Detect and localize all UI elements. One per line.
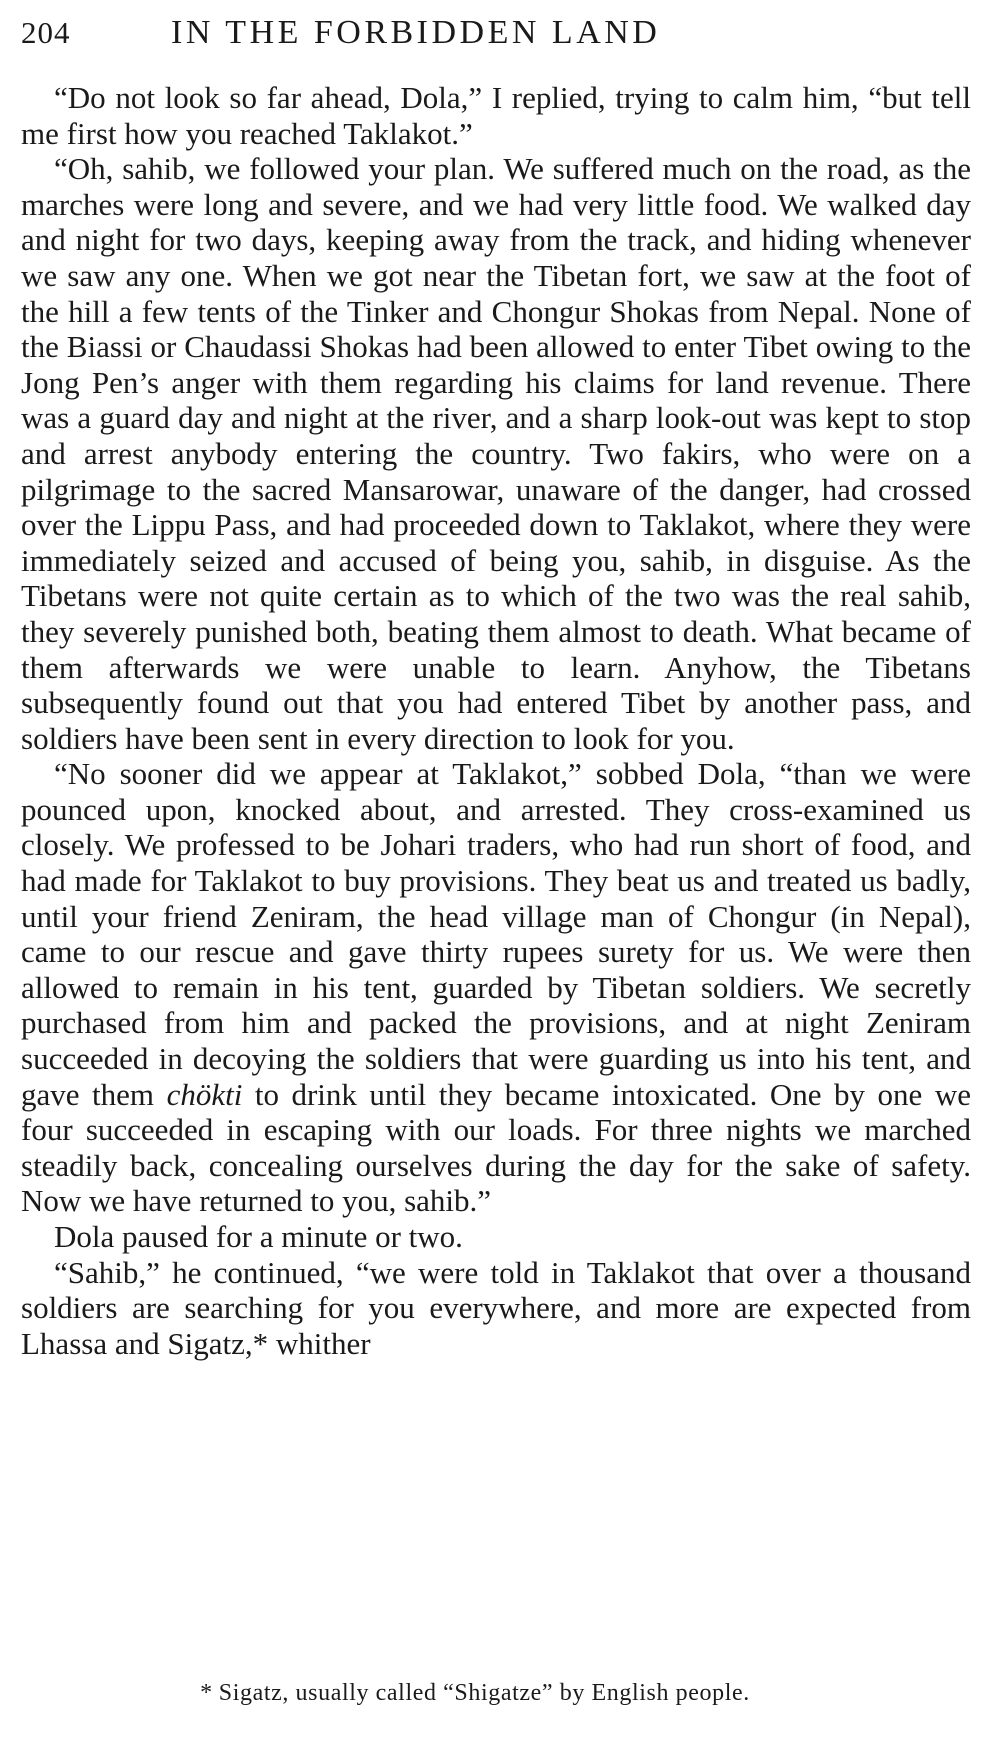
paragraph: “Oh, sahib, we followed your plan. We suffered much on the road, as the marches were long and severe, and we had very little food. We walked day and night for two days, keeping away from the track, and hiding whenever we saw any one. When we got near the Tibetan fort, we saw at the foot of the hill a few tents of the Tinker and Chongur Shokas from Nepal. None of the Biassi or Chaudassi Shokas had been allowed to enter Tibet owing to the Jong Pen’s anger with them regarding his claims for land revenue. There was a guard day and night at the river, and a sharp look-out was kept to stop and arrest anybody entering the country. Two fakirs, who were on a pilgrimage to the sacred Mansarowar, unaware of the danger, had crossed over the Lippu Pass, and had proceeded down to Taklakot, where they were immediately seized and accused of being you, sahib, in disguise. As the Tibetans were not quite certain as to which of the two was the real sahib, they severely punished both, beating them almost to death. What became of them afterwards we were unable to learn. Anyhow, the Tibetans subsequently found out that you had entered Tibet by another pass, and soldiers have been sent in every direction to look for you. [21,151,971,756]
page-number: 204 [21,15,71,50]
running-head: IN THE FORBIDDEN LAND [171,14,661,51]
footnote-text: Sigatz, usually called “Shigatze” by English people. [218,1680,750,1706]
footnote [0,1680,950,1707]
paragraph-text: to drink until they became intoxicated. One by one we four succeeded in escaping with our loads. For three nights we marched steadily back, concealing ourselves during the day for the sake of safety. Now we have returned to you, sahib.” [21,1076,971,1219]
body-text [21,80,971,1361]
paragraph-text: “No sooner did we appear at Taklakot,” sobbed Dola, “than we were pounced upon, knocked about, and arrested. They cross-examined us closely. We professed to be Johari traders, who had run short of food, and had made for Taklakot to buy provisions. They beat us and treated us badly, until your friend Zeniram, the head village man of Chongur (in Nepal), came to our rescue and gave thirty rupees surety for us. We were then allowed to remain in his tent, guarded by Tibetan soldiers. We secretly purchased from him and packed the provisions, and at night Zeniram succeeded in decoying the soldiers that were guarding us into his tent, and gave them [21,756,971,1112]
paragraph: “Do not look so far ahead, Dola,” I replied, trying to calm him, “but tell me first how you reached Taklakot.” [21,80,971,151]
page-header [21,14,971,66]
paragraph: Dola paused for a minute or two. [54,1219,463,1254]
italic-word: chökti [166,1076,243,1112]
page [21,14,971,1361]
paragraph [21,756,971,1219]
footnote-mark: * [200,1680,213,1706]
paragraph: “Sahib,” he continued, “we were told in Taklakot that over a thousand soldiers are searching for you everywhere, and more are expected from Lhassa and Sigatz,* whither [21,1254,971,1361]
